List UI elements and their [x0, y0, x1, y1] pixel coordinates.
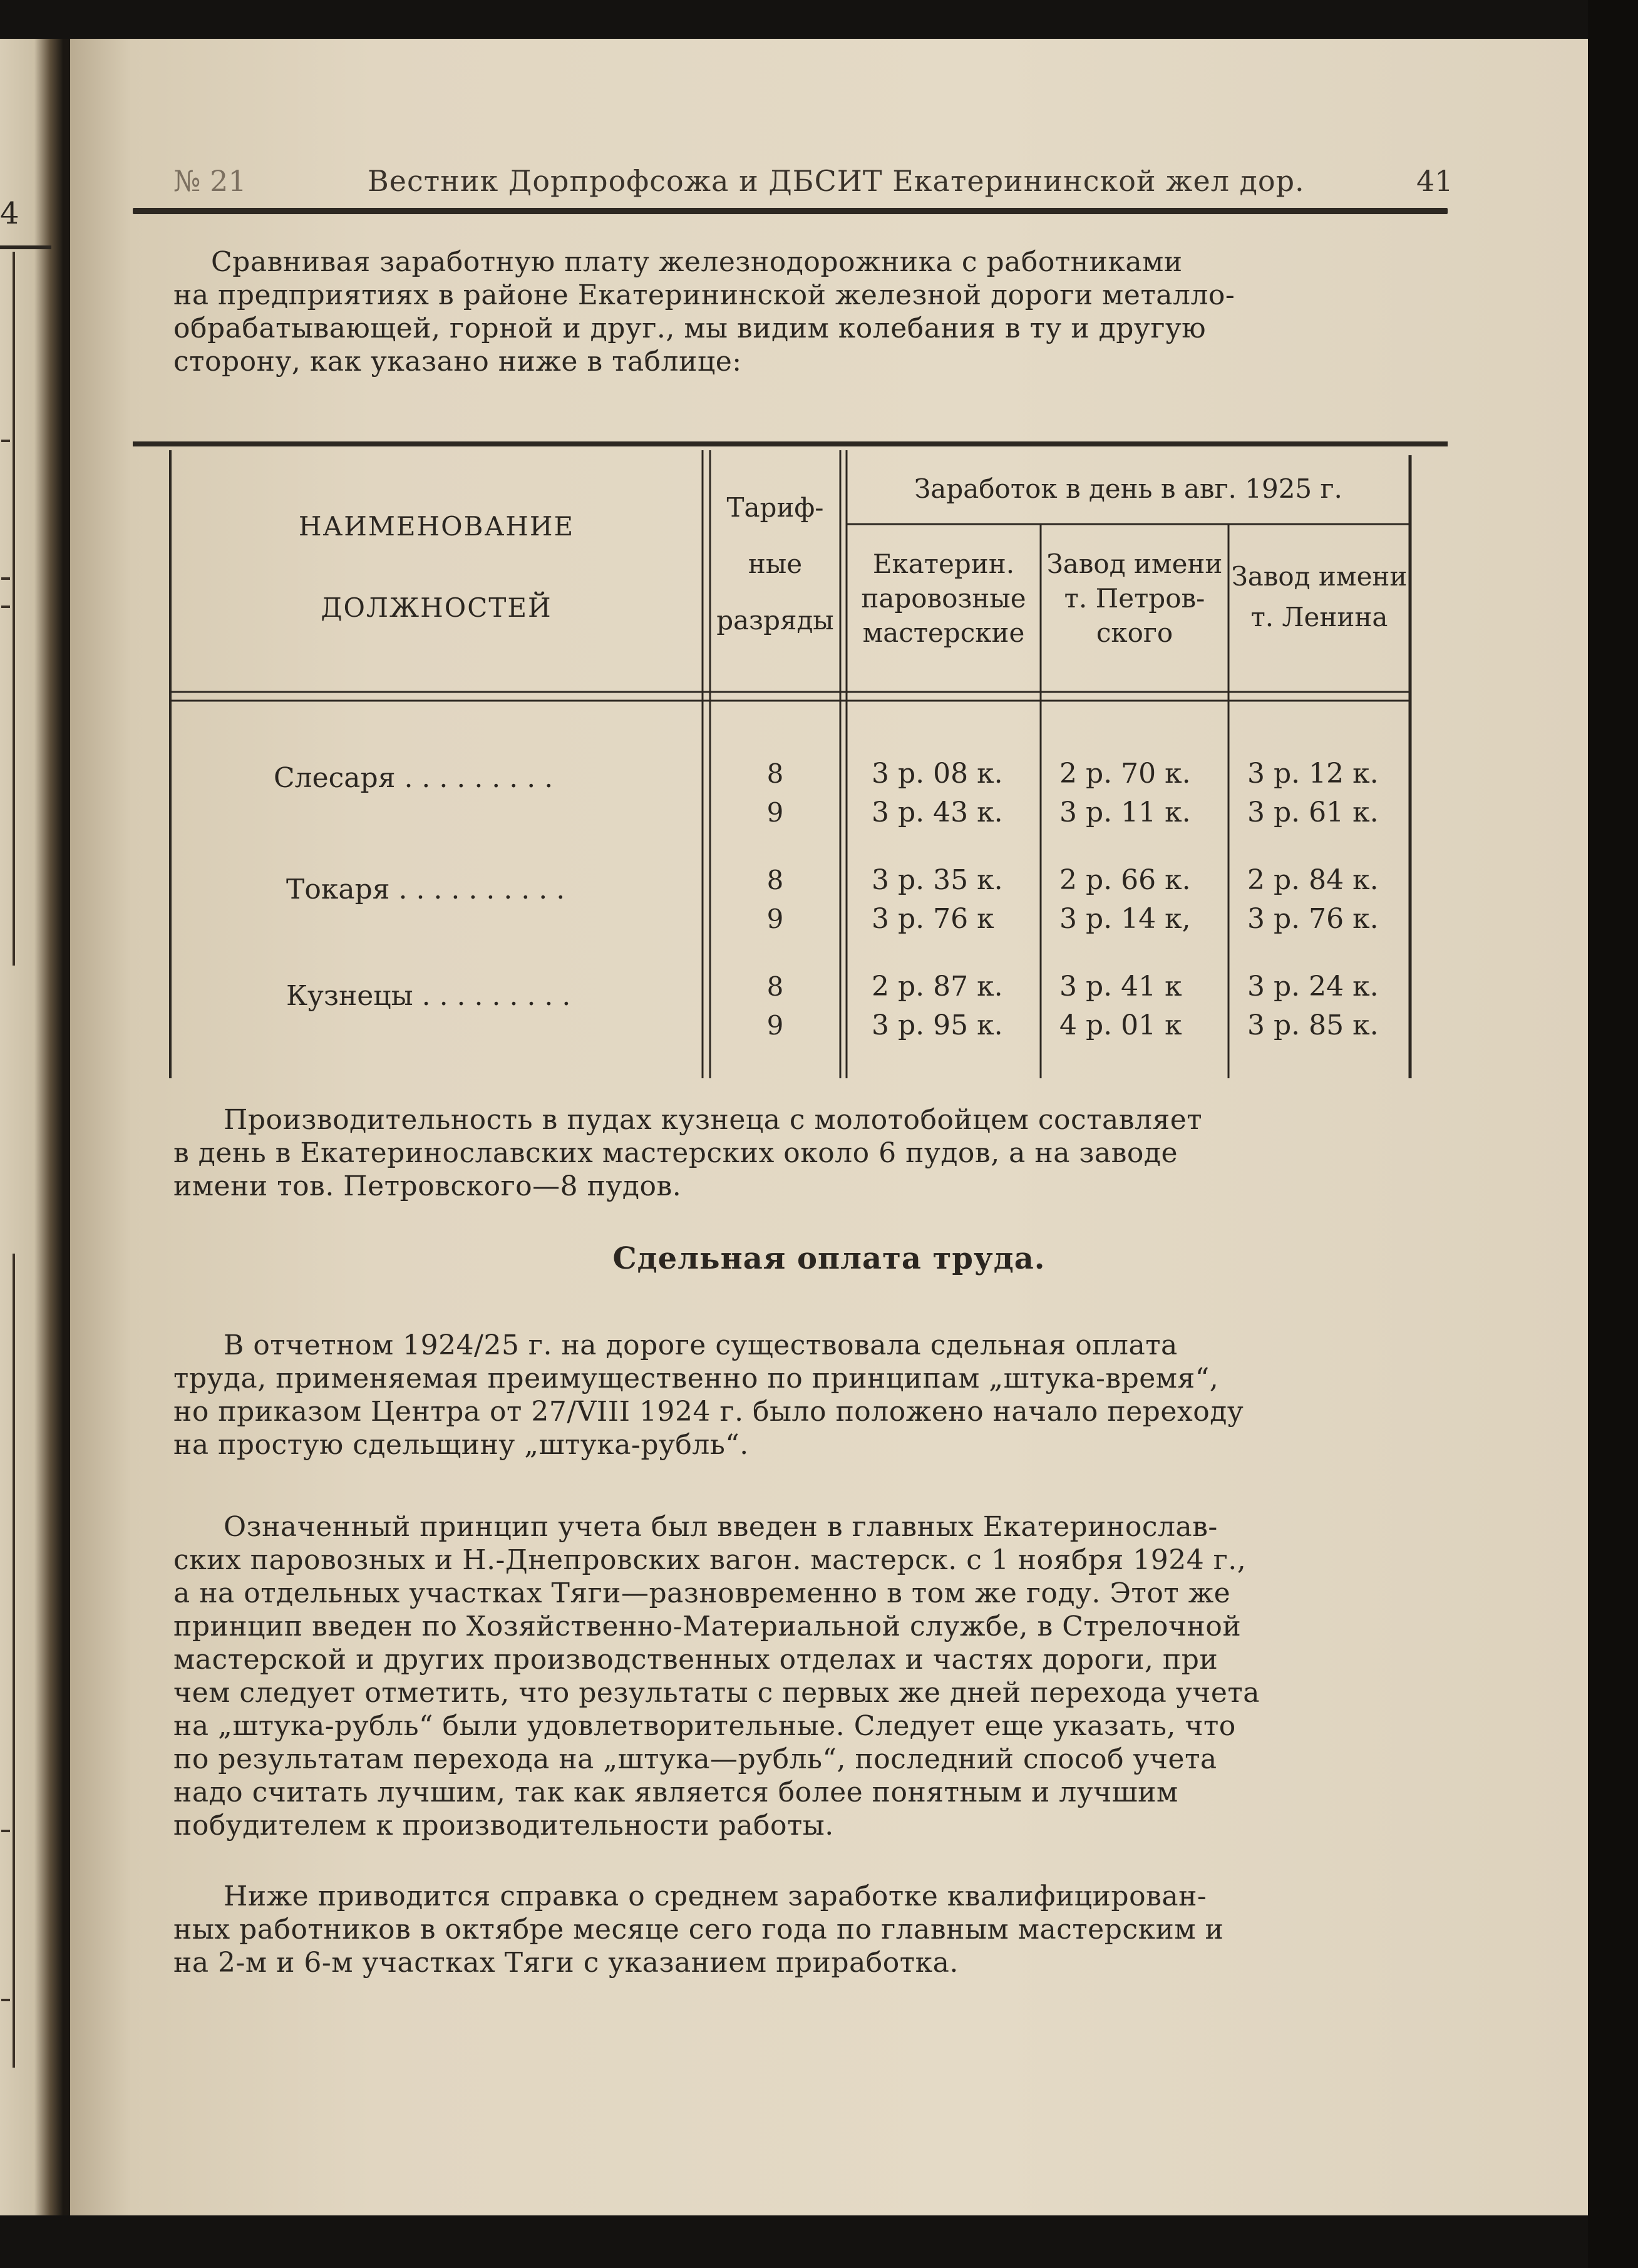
section-heading: Сдельная оплата труда.	[612, 1241, 1046, 1276]
text-line: Сравнивая заработную плату железнодорожника с работниками	[211, 246, 1183, 278]
col-header-lenin-1: Завод имени	[1231, 561, 1408, 592]
text-line: побудителем к производительности работы.	[173, 1810, 834, 1842]
wage-cell: 3 р. 43 к.	[872, 796, 1003, 828]
wage-cell: 2 р. 70 к.	[1059, 758, 1191, 790]
col-header-name-1: НАИМЕНОВАНИЕ	[298, 511, 575, 542]
wage-cell: 3 р. 76 к.	[1247, 903, 1379, 935]
wage-cell: 3 р. 76 к	[872, 903, 994, 935]
accounting-principle-paragraph	[173, 1510, 1416, 1842]
wage-cell: 3 р. 95 к.	[872, 1009, 1003, 1041]
col-header-petrovsky-2: т. Петров-	[1064, 583, 1205, 614]
productivity-paragraph	[173, 1103, 1416, 1203]
previous-page-fragment	[0, 39, 63, 2215]
grade-cell: 9	[766, 797, 784, 828]
previous-page-tick	[1, 1830, 10, 1832]
text-line: ских паровозных и Н.-Днепровских вагон. мастерск. с 1 ноября 1924 г.,	[173, 1544, 1247, 1576]
previous-page-tick	[1, 1999, 10, 2001]
text-line: а на отдельных участках Тяги—разновременно в том же году. Этот же	[173, 1577, 1231, 1609]
text-line: на „штука-рубль“ были удовлетворительные. Следует еще указать, что	[173, 1710, 1236, 1742]
grade-cell: 8	[766, 865, 784, 895]
row-name-turners: Токаря . . . . . . . . . .	[286, 874, 565, 905]
wage-cell: 3 р. 08 к.	[872, 758, 1003, 790]
col-header-tariff-3: разряды	[716, 605, 834, 636]
wage-cell: 3 р. 14 к,	[1059, 903, 1191, 935]
previous-page-tick	[1, 606, 10, 608]
col-header-tariff-2: ные	[748, 549, 803, 579]
wage-cell: 3 р. 41 к	[1059, 971, 1182, 1003]
grade-cell: 8	[766, 758, 784, 789]
col-header-name-2: ДОЛЖНОСТЕЙ	[321, 592, 552, 623]
text-line: на простую сдельщину „штука-рубль“.	[173, 1429, 749, 1461]
previous-page-number: 4	[0, 196, 19, 231]
earnings-reference-paragraph	[173, 1880, 1416, 1979]
wage-cell: 2 р. 87 к.	[872, 971, 1003, 1003]
col-header-ekaterin-1: Екатерин.	[872, 549, 1015, 579]
grade-cell: 8	[766, 971, 784, 1002]
col-header-earnings: Заработок в день в авг. 1925 г.	[914, 473, 1342, 504]
previous-page-rule	[0, 245, 51, 249]
text-line: имени тов. Петровского—8 пудов.	[173, 1170, 682, 1202]
page-number: 41	[1416, 164, 1453, 198]
row-name-fitters: Слесаря . . . . . . . . .	[274, 762, 554, 794]
text-line: сторону, как указано ниже в таблице:	[173, 346, 742, 378]
grade-cell: 9	[766, 904, 784, 934]
text-line: труда, применяемая преимущественно по принципам „штука-время“,	[173, 1363, 1219, 1394]
header-rule	[133, 208, 1448, 214]
scan-bottom-border	[0, 2215, 1638, 2268]
text-line: надо считать лучшим, так как является более понятным и лучшим	[173, 1776, 1178, 1808]
text-line: Означенный принцип учета был введен в главных Екатеринослав-	[224, 1511, 1218, 1543]
col-header-tariff-1: Тариф-	[726, 492, 824, 523]
text-line: ных работников в октябре месяце сего года по главным мастерским и	[173, 1914, 1224, 1946]
text-line: В отчетном 1924/25 г. на дороге существовала сдельная оплата	[224, 1329, 1178, 1361]
wage-cell: 3 р. 11 к.	[1059, 796, 1191, 828]
col-header-lenin-2: т. Ленина	[1250, 602, 1388, 632]
text-line: Ниже приводится справка о среднем заработке квалифицирован-	[224, 1880, 1207, 1912]
previous-page-table-line	[13, 252, 15, 966]
wage-cell: 3 р. 61 к.	[1247, 796, 1379, 828]
wage-cell: 2 р. 84 к.	[1247, 864, 1379, 896]
grade-cell: 9	[766, 1010, 784, 1041]
running-header	[173, 164, 1453, 202]
text-line: Производительность в пудах кузнеца с молотобойцем составляет	[224, 1104, 1203, 1136]
text-line: по результатам перехода на „штука—рубль“, последний способ учета	[173, 1743, 1217, 1775]
scan-top-border	[0, 0, 1638, 39]
text-line: обрабатывающей, горной и друг., мы видим колебания в ту и другую	[173, 312, 1207, 344]
issue-number: № 21	[173, 164, 247, 198]
previous-page-tick	[1, 577, 10, 580]
text-line: мастерской и других производственных отделах и частях дороги, при	[173, 1644, 1218, 1676]
intro-paragraph	[173, 245, 1416, 378]
previous-page-text-edge	[13, 1254, 15, 2068]
text-line: на 2-м и 6-м участках Тяги с указанием приработка.	[173, 1947, 959, 1979]
text-line: в день в Екатеринославских мастерских около 6 пудов, а на заводе	[173, 1137, 1178, 1169]
wage-cell: 2 р. 66 к.	[1059, 864, 1191, 896]
wage-cell: 4 р. 01 к	[1059, 1009, 1182, 1041]
wage-cell: 3 р. 24 к.	[1247, 971, 1379, 1003]
text-line: чем следует отметить, что результаты с первых же дней перехода учета	[173, 1677, 1260, 1709]
col-header-petrovsky-3: ского	[1096, 617, 1173, 648]
text-line: но приказом Центра от 27/VIII 1924 г. было положено начало переходу	[173, 1396, 1244, 1428]
col-header-ekaterin-2: паровозные	[861, 583, 1026, 614]
text-line: на предприятиях в районе Екатерининской железной дороги металло-	[173, 279, 1235, 311]
text-line: принцип введен по Хозяйственно-Материальной службе, в Стрелочной	[173, 1611, 1242, 1642]
scan-right-border	[1588, 0, 1638, 2268]
col-header-petrovsky-1: Завод имени	[1046, 549, 1223, 579]
wage-cell: 3 р. 12 к.	[1247, 758, 1379, 790]
previous-page-tick	[1, 440, 10, 442]
row-name-blacksmiths: Кузнецы . . . . . . . . .	[286, 980, 571, 1012]
journal-page	[70, 39, 1588, 2215]
wage-table	[133, 393, 1454, 1081]
journal-title: Вестник Дорпрофсожа и ДБСИТ Екатерининской жел дор.	[368, 164, 1305, 198]
wage-cell: 3 р. 35 к.	[872, 864, 1003, 896]
wage-cell: 3 р. 85 к.	[1247, 1009, 1379, 1041]
piecework-paragraph	[173, 1329, 1416, 1461]
col-header-ekaterin-3: мастерские	[862, 617, 1025, 648]
